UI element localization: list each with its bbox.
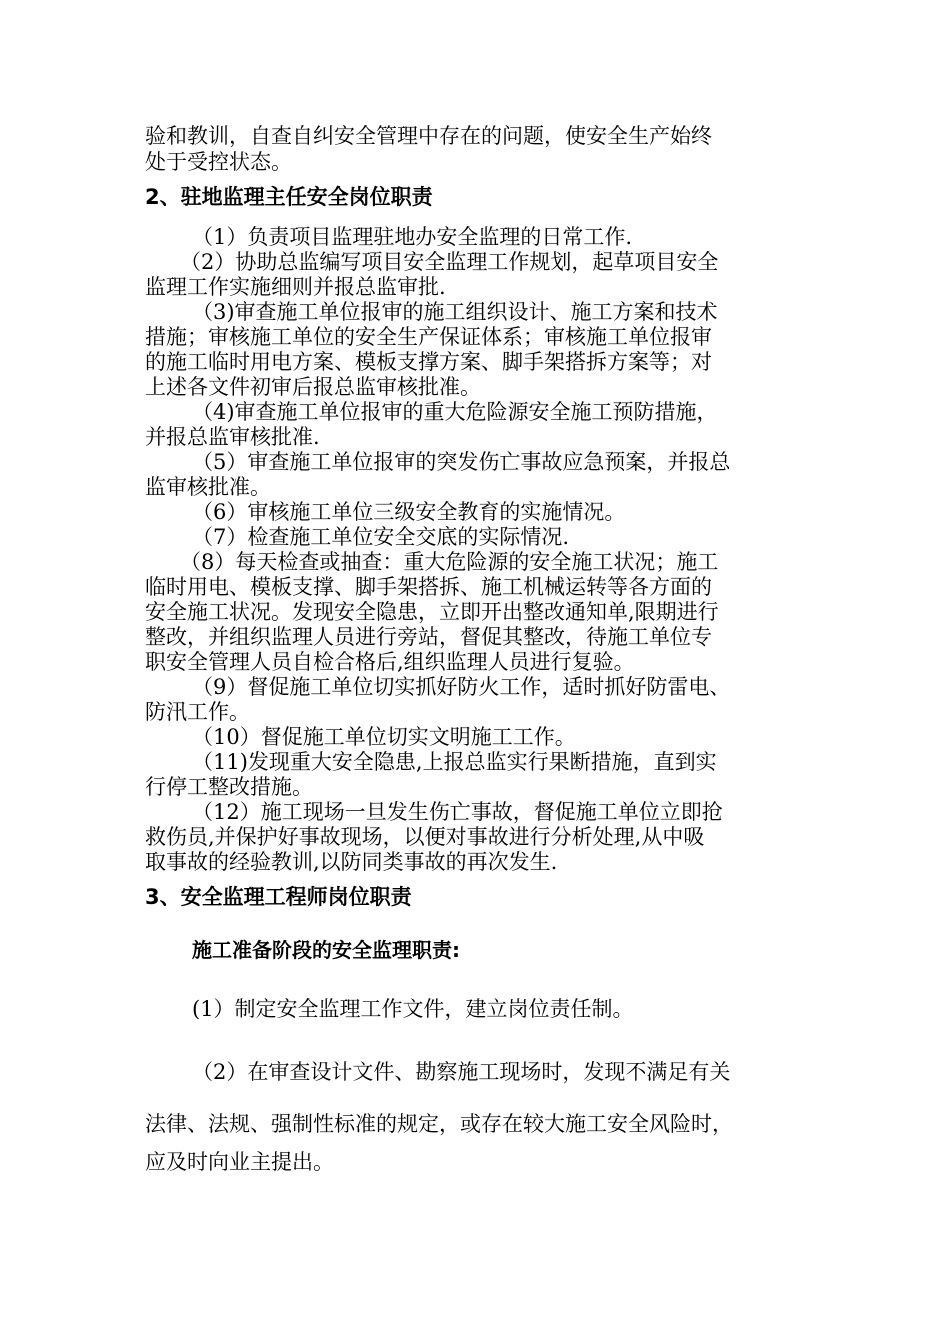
section-3-heading: 3、安全监理工程师岗位职责 bbox=[145, 885, 412, 909]
paragraph-line: （9）督促施工单位切实抓好防火工作，适时抓好防雷电、 bbox=[192, 675, 731, 699]
paragraph-line: 整改，并组织监理人员进行旁站，督促其整改，待施工单位专 bbox=[145, 625, 712, 649]
paragraph-line: 防汛工作。 bbox=[145, 700, 250, 724]
paragraph-line: （6）审核施工单位三级安全教育的实施情况。 bbox=[192, 500, 626, 524]
paragraph-line: 上述各文件初审后报总监审核批准。 bbox=[145, 375, 481, 399]
paragraph-line: （1）负责项目监理驻地办安全监理的日常工作. bbox=[192, 225, 633, 249]
intro-line: 验和教训，自查自纠安全管理中存在的问题，使安全生产始终 bbox=[145, 124, 712, 148]
paragraph-line: (1）制定安全监理工作文件，建立岗位责任制。 bbox=[192, 997, 634, 1021]
paragraph-line: 措施；审核施工单位的安全生产保证体系；审核施工单位报审 bbox=[145, 325, 712, 349]
paragraph-line: 监审核批准。 bbox=[145, 475, 271, 499]
paragraph-line: 临时用电、模板支撑、脚手架搭拆、施工机械运转等各方面的 bbox=[145, 575, 712, 599]
paragraph-line: （2）协助总监编写项目安全监理工作规划，起草项目安全 bbox=[180, 250, 719, 274]
paragraph-line: （10）督促施工单位切实文明施工工作。 bbox=[192, 725, 576, 749]
paragraph-line: 应及时向业主提出。 bbox=[145, 1150, 334, 1174]
paragraph-line: （8）每天检查或抽查：重大危险源的安全施工状况；施工 bbox=[180, 550, 719, 574]
paragraph-line: （2）在审查设计文件、勘察施工现场时，发现不满足有关 bbox=[192, 1060, 731, 1084]
paragraph-line: （7）检查施工单位安全交底的实际情况. bbox=[192, 525, 570, 549]
paragraph-line: 的施工临时用电方案、模板支撑方案、脚手架搭拆方案等；对 bbox=[145, 350, 712, 374]
paragraph-line: 监理工作实施细则并报总监审批. bbox=[145, 275, 446, 299]
paragraph-line: （12）施工现场一旦发生伤亡事故，督促施工单位立即抢 bbox=[192, 800, 723, 824]
intro-line: 处于受控状态。 bbox=[145, 150, 292, 174]
section-3-subheading: 施工准备阶段的安全监理职责: bbox=[192, 938, 460, 962]
paragraph-line: 行停工整改措施。 bbox=[145, 775, 313, 799]
paragraph-line: 职安全管理人员自检合格后,组织监理人员进行复验。 bbox=[145, 650, 635, 674]
paragraph-line: 安全施工状况。发现安全隐患，立即开出整改通知单,限期进行 bbox=[145, 600, 719, 624]
section-2-heading: 2、驻地监理主任安全岗位职责 bbox=[145, 185, 433, 209]
paragraph-line: 救伤员,并保护好事故现场，以便对事故进行分析处理,从中吸 bbox=[145, 825, 705, 849]
paragraph-line: （3)审查施工单位报审的施工组织设计、施工方案和技术 bbox=[192, 300, 718, 324]
paragraph-line: 法律、法规、强制性标准的规定，或存在较大施工安全风险时， bbox=[145, 1112, 733, 1136]
paragraph-line: （11)发现重大安全隐患,上报总监实行果断措施，直到实 bbox=[192, 750, 717, 774]
paragraph-line: 取事故的经验教训,以防同类事故的再次发生. bbox=[145, 850, 558, 874]
paragraph-line: （4)审查施工单位报审的重大危险源安全施工预防措施， bbox=[192, 400, 718, 424]
paragraph-line: （5）审查施工单位报审的突发伤亡事故应急预案，并报总 bbox=[192, 450, 731, 474]
paragraph-line: 并报总监审核批准. bbox=[145, 425, 320, 449]
